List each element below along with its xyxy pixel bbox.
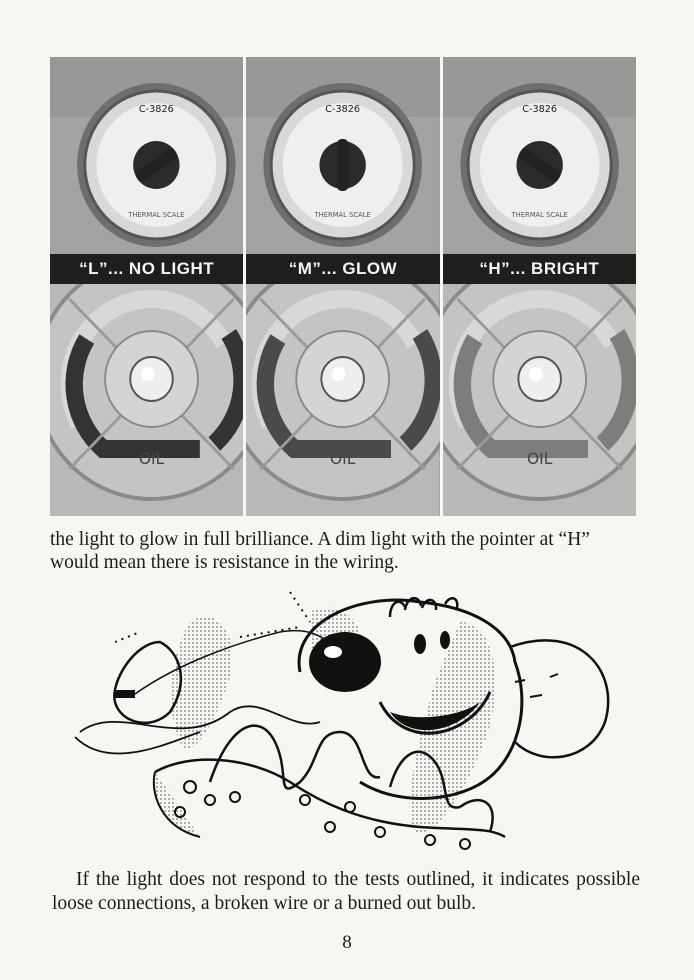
svg-text:THERMAL SCALE: THERMAL SCALE [511, 210, 568, 220]
svg-text:C-3826: C-3826 [325, 103, 361, 116]
oil-warning-dial-photo [246, 284, 439, 516]
body-paragraph-bottom: If the light does not respond to the tests outlined, it indicates possible loose connections, a broken wire or a burned out bulb. [52, 869, 640, 914]
caption-h-bright: “H”... BRIGHT [443, 254, 636, 284]
body-paragraph-top: the light to glow in full brilliance. A dim light with the pointer at “H” would mean there is resistance in the wiring. [50, 529, 590, 573]
svg-text:C-3826: C-3826 [521, 103, 557, 116]
tester-dial-photo [246, 57, 439, 254]
oil-warning-dial-photo [443, 284, 636, 516]
svg-text:C-3826: C-3826 [138, 103, 174, 116]
tester-dial-photo [50, 57, 243, 254]
svg-text:THERMAL SCALE: THERMAL SCALE [314, 210, 372, 220]
gauge-panel-l [50, 57, 243, 516]
oil-label: OIL [526, 448, 552, 469]
cartoon-character-illustration [60, 582, 630, 860]
oil-label: OIL [138, 448, 165, 469]
caption-l-no-light: “L”... NO LIGHT [50, 254, 243, 284]
gauge-panel-h [443, 57, 636, 516]
oil-label: OIL [330, 448, 356, 469]
svg-text:THERMAL SCALE: THERMAL SCALE [128, 210, 185, 220]
oil-warning-dial-photo [50, 284, 243, 516]
tester-dial-photo [443, 57, 636, 254]
gauge-panel-m [246, 57, 439, 516]
caption-m-glow: “M”... GLOW [246, 254, 439, 284]
gauge-photo-strip [50, 57, 636, 516]
page-number: 8 [342, 932, 352, 953]
